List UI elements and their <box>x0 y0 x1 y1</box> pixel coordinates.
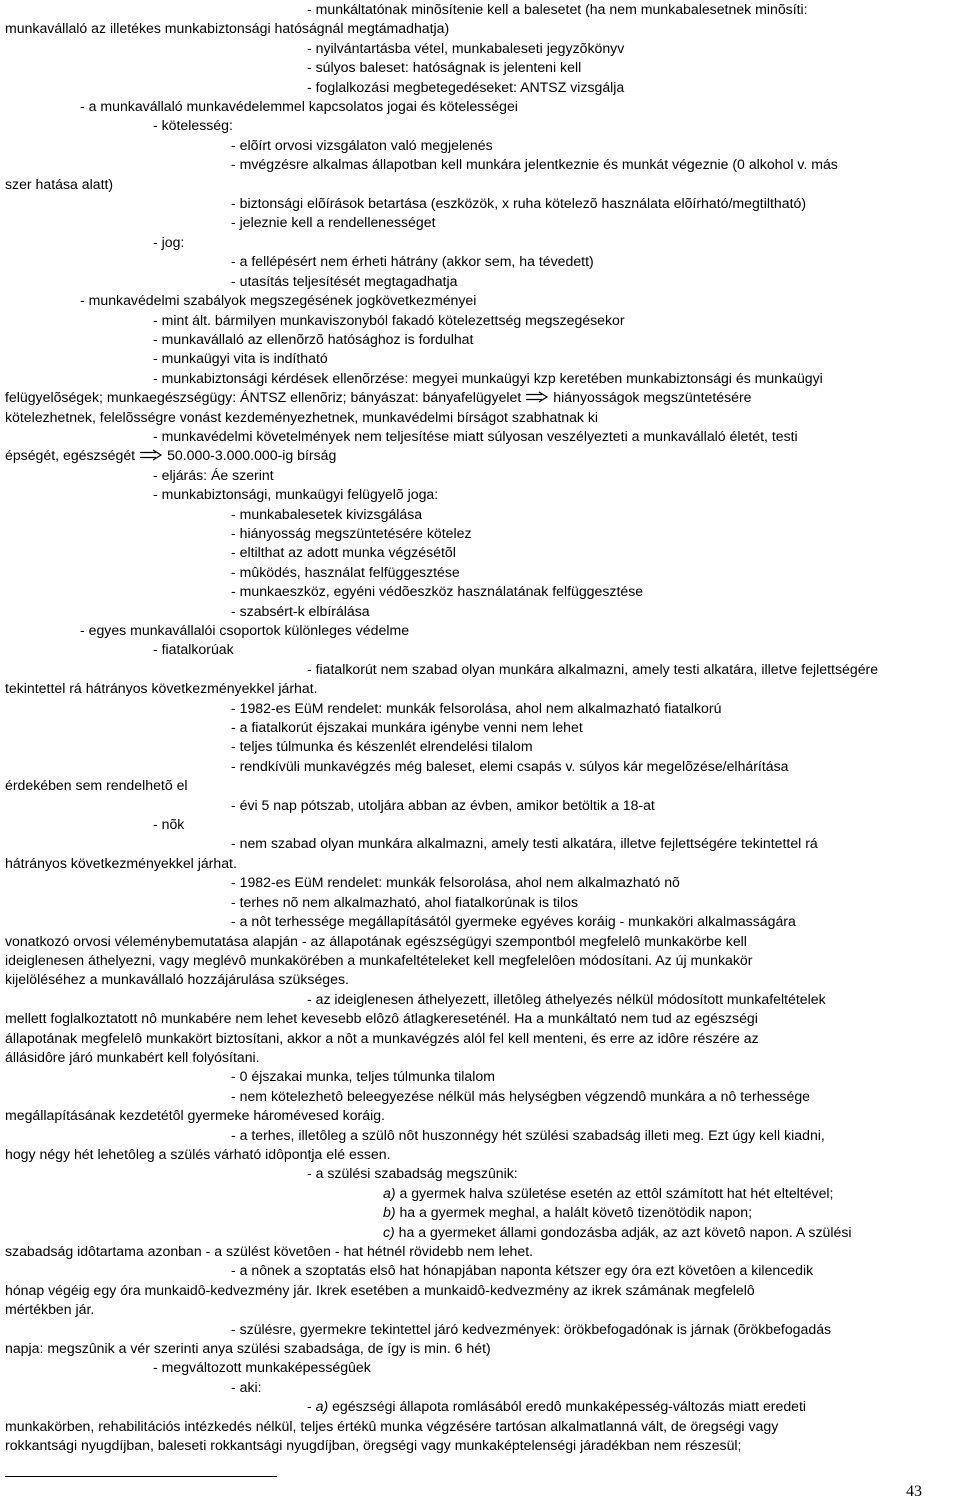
line-text: - nyilvántartásba vétel, munkabaleseti jegyzõkönyv <box>307 39 625 56</box>
text-line <box>5 446 955 465</box>
text-line <box>5 1281 955 1300</box>
line-text: ha a gyermek meghal, a halált követô tizenötödik napon; <box>395 1204 753 1221</box>
text-line <box>5 505 955 524</box>
text-line <box>5 621 955 640</box>
text-line <box>5 563 955 582</box>
text-line <box>5 640 955 659</box>
line-text: megállapításának kezdetétôl gyermeke háromévesed koráig. <box>5 1107 385 1124</box>
list-marker: c) <box>383 1223 395 1240</box>
text-line <box>5 1378 955 1397</box>
text-line <box>5 737 955 756</box>
line-text: - jog: <box>153 233 185 250</box>
text-line <box>5 19 955 38</box>
text-line <box>5 776 955 795</box>
text-line <box>5 1203 955 1222</box>
text-line <box>5 543 955 562</box>
text-line <box>5 951 955 970</box>
text-line <box>5 39 955 58</box>
text-line <box>5 311 955 330</box>
text-line <box>5 757 955 776</box>
line-text: - jeleznie kell a rendellenességet <box>231 214 436 231</box>
list-marker: a) <box>383 1184 396 1201</box>
text-line <box>5 1106 955 1125</box>
line-text: a gyermek halva születése esetén az ettôl számított hat hét elteltével; <box>395 1184 834 1201</box>
list-marker: b) <box>383 1204 396 1221</box>
line-text: mellett foglalkoztatott nô munkabére nem lehet kevesebb elôzô átlagkereseténél. Ha a munkáltató nem tud az egészségi <box>5 1010 758 1027</box>
line-text: munkakörben, rehabilitációs intézkedés nélkül, teljes értékû munka végzésére tartósan alkalmatlanná vált, de öregségi vagy <box>5 1417 779 1434</box>
line-text: szer hatása alatt) <box>5 175 114 192</box>
text-line <box>5 1436 955 1455</box>
text-line <box>5 213 955 232</box>
line-text: vonatkozó orvosi véleménybemutatása alapján - az állapotának egészségügyi szempontból megfelelô munkakörbe kell <box>5 932 747 949</box>
line-text: - hiányosság megszüntetésére kötelez <box>231 524 472 541</box>
text-line <box>5 485 955 504</box>
line-text: - eljárás: Áe szerint <box>153 466 274 483</box>
page-number: 43 <box>906 1483 922 1500</box>
line-text: - 1982-es EüM rendelet: munkák felsorolása, ahol nem alkalmazható fiatalkorú <box>231 699 722 716</box>
text-line <box>5 408 955 427</box>
line-text: szabadság idôtartama azonban - a szülést követôen - hat hétnél rövidebb nem lehet. <box>5 1243 534 1259</box>
text-line <box>5 1223 955 1242</box>
text-line <box>5 1339 955 1358</box>
text-line <box>5 1029 955 1048</box>
line-text: - munkavállaló az ellenõrzõ hatósághoz is fordulhat <box>153 330 474 347</box>
line-text: - a nônek a szoptatás elsô hat hónapjában naponta kétszer egy óra ezt követôen a kilencedik <box>231 1262 814 1279</box>
text-line <box>5 1087 955 1106</box>
text-line <box>5 1358 955 1377</box>
list-marker: a) <box>315 1398 329 1415</box>
line-text: - munkavédelmi követelmények nem teljesítése miatt súlyosan veszélyezteti a munkavállaló életét, testi <box>153 427 798 444</box>
line-text: - mint ált. bármilyen munkaviszonyból fakadó kötelezettség megszegésekor <box>153 311 625 328</box>
line-text: épségét, egészségét <box>5 447 136 464</box>
line-text: állapotának megfelelô munkakört biztosítani, akkor a nôt a munkavégzés alól fel kell menteni, és erre az idôre részére az <box>5 1029 759 1046</box>
text-line <box>5 932 955 951</box>
line-text: - elõírt orvosi vizsgálaton való megjelenés <box>231 136 493 153</box>
text-line <box>5 97 955 116</box>
line-text: - munkabalesetek kivizsgálása <box>231 505 423 522</box>
line-text: - az ideiglenesen áthelyezett, illetôleg áthelyezés nélkül módosított munkafeltételek <box>307 990 826 1007</box>
line-text: kijelöléséhez a munkavállaló hozzájárulása szükséges. <box>5 971 349 988</box>
line-text: - évi 5 nap pótszab, utoljára abban az évben, amikor betöltik a 18-at <box>231 796 655 813</box>
line-text: - mvégzésre alkalmas állapotban kell munkára jelentkeznie és munkát végeznie (0 alkohol v. más <box>231 156 838 173</box>
text-line <box>5 893 955 912</box>
text-line <box>5 660 955 679</box>
text-line <box>5 78 955 97</box>
text-line <box>5 834 955 853</box>
text-line <box>5 349 955 368</box>
text-line <box>5 873 955 892</box>
line-text: - a terhes, illetôleg a szülô nôt huszonnégy hét szülési szabadság illeti meg. Ezt úgy kell kiadni, <box>231 1126 825 1143</box>
list-dash: - <box>307 1398 316 1415</box>
text-line <box>5 1126 955 1145</box>
line-text: - 1982-es EüM rendelet: munkák felsorolása, ahol nem alkalmazható nõ <box>231 874 680 891</box>
text-line <box>5 1048 955 1067</box>
line-text: - megváltozott munkaképességûek <box>153 1359 371 1376</box>
line-text: - szabsért-k elbírálása <box>231 602 370 619</box>
text-line <box>5 1067 955 1086</box>
line-text: - teljes túlmunka és készenlét elrendelési tilalom <box>231 738 533 755</box>
line-text: - egyes munkavállalói csoportok különleges védelme <box>80 622 410 638</box>
line-text: felügyelõségek; munkaegészségügy: ÁNTSZ ellenõriz; bányászat: bányafelügyelet <box>5 389 522 406</box>
line-text: - eltilthat az adott munka végzésétõl <box>231 544 456 561</box>
text-line <box>5 1320 955 1339</box>
text-line <box>5 1261 955 1280</box>
text-line <box>5 155 955 174</box>
line-text: - munkabiztonsági, munkaügyi felügyelõ joga: <box>153 486 439 503</box>
text-line <box>5 679 955 698</box>
text-line <box>5 970 955 989</box>
text-line <box>5 582 955 601</box>
text-line <box>5 116 955 135</box>
text-line <box>5 369 955 388</box>
text-line <box>5 388 955 407</box>
line-text: munkavállaló az illetékes munkabiztonsági hatóságnál megtámadhatja) <box>5 20 450 37</box>
line-text: - munkáltatónak minõsítenie kell a balesetet (ha nem munkabalesetnek minõsíti: <box>307 1 808 17</box>
text-line <box>5 524 955 543</box>
line-text: - a fiatalkorút éjszakai munkára igénybe venni nem lehet <box>231 719 583 736</box>
line-text: - mûködés, használat felfüggesztése <box>231 563 460 580</box>
line-text: - a nôt terhessége megállapításától gyermeke egyéves koráig - munkaköri alkalmasságára <box>231 913 796 930</box>
text-line <box>5 58 955 77</box>
text-line <box>5 1242 955 1261</box>
text-line <box>5 699 955 718</box>
line-text: hátrányos következményekkel járhat. <box>5 854 237 871</box>
line-text: ideiglenesen áthelyezni, vagy meglévô munkakörében a munkafeltételeket kell megfelelôen módosítani. Az új munkakör <box>5 951 753 968</box>
line-text: - utasítás teljesítését megtagadhatja <box>231 272 458 289</box>
line-text: - biztonsági elõírások betartása (eszközök, x ruha kötelezõ használata elõírható/megtiltható) <box>231 195 807 212</box>
line-text: - munkaeszköz, egyéni védõeszköz használatának felfüggesztése <box>231 583 644 600</box>
line-text: - munkabiztonsági kérdések ellenõrzése: megyei munkaügyi kzp keretében munkabiztonsági és munkaügyi <box>153 369 823 386</box>
line-text: - a fellépésért nem érheti hátrány (akkor sem, ha tévedett) <box>231 253 594 270</box>
line-text: - a munkavállaló munkavédelemmel kapcsolatos jogai és kötelességei <box>80 98 518 115</box>
text-line <box>5 990 955 1009</box>
line-text: - 0 éjszakai munka, teljes túlmunka tilalom <box>231 1068 495 1085</box>
line-text: napja: megszûnik a vér szerinti anya szülési szabadsága, de így is min. 6 hét) <box>5 1340 491 1357</box>
line-text: - fiatalkorút nem szabad olyan munkára alkalmazni, amely testi alkatára, illetve fejlettségére <box>307 660 879 677</box>
line-text: - nem kötelezhetô beleegyezése nélkül más helységben végzendô munkára a nô terhessége <box>231 1087 810 1104</box>
line-text: érdekében sem rendelhetõ el <box>5 777 188 794</box>
line-text: - fiatalkorúak <box>153 641 234 658</box>
line-text: hiányosságok megszüntetésére <box>553 389 752 406</box>
text-line <box>5 330 955 349</box>
line-text: - nõk <box>153 816 185 833</box>
text-line <box>5 796 955 815</box>
line-text: - foglalkozási megbetegedéseket: ANTSZ vizsgálja <box>307 78 625 95</box>
line-text: tekintettel rá hátrányos következményekkel járhat. <box>5 680 318 697</box>
text-line <box>5 1300 955 1319</box>
line-text: hogy négy hét lehetôleg a szülés várható idôpontja elé essen. <box>5 1145 391 1162</box>
text-line <box>5 233 955 252</box>
implies-arrow-icon <box>525 391 549 403</box>
line-text: mértékben jár. <box>5 1301 95 1318</box>
text-line <box>5 1397 955 1416</box>
line-text: - aki: <box>231 1378 262 1395</box>
text-line <box>5 252 955 271</box>
text-line <box>5 194 955 213</box>
text-line <box>5 427 955 446</box>
line-text: - szülésre, gyermekre tekintettel járó kedvezmények: örökbefogadónak is járnak (õrökbefogadás <box>231 1320 832 1337</box>
line-text: ha a gyermeket állami gondozásba adják, az azt követô napon. A szülési <box>394 1223 852 1240</box>
text-line <box>5 272 955 291</box>
implies-arrow-icon <box>139 449 163 461</box>
line-text: - rendkívüli munkavégzés még baleset, elemi csapás v. súlyos kár megelõzése/elhárítása <box>231 757 789 774</box>
text-line <box>5 1009 955 1028</box>
text-line <box>5 602 955 621</box>
line-text: állásidôre járó munkabért kell folyósítani. <box>5 1048 260 1065</box>
line-text: - munkaügyi vita is indítható <box>153 350 328 367</box>
text-line <box>5 1184 955 1203</box>
text-line <box>5 1417 955 1436</box>
line-text: egészségi állapota romlásából eredô munkaképesség-változás miatt eredeti <box>328 1398 807 1415</box>
text-line <box>5 912 955 931</box>
document-body <box>5 0 955 1455</box>
text-line <box>5 1145 955 1164</box>
text-line <box>5 1164 955 1183</box>
text-line <box>5 466 955 485</box>
line-text: - súlyos baleset: hatóságnak is jelenteni kell <box>307 59 582 76</box>
text-line <box>5 175 955 194</box>
line-text: - a szülési szabadság megszûnik: <box>307 1165 518 1182</box>
line-text: rokkantsági nyugdíjban, baleseti rokkantsági nyugdíjban, öregségi vagy munkaképtelenségi járadékban nem részesül; <box>5 1437 742 1454</box>
line-text: - kötelesség: <box>153 117 233 134</box>
text-line <box>5 136 955 155</box>
line-text: - terhes nõ nem alkalmazható, ahol fiatalkorúnak is tilos <box>231 893 579 910</box>
line-text: - munkavédelmi szabályok megszegésének jogkövetkezményei <box>80 292 477 309</box>
text-line <box>5 291 955 310</box>
text-line <box>5 718 955 737</box>
line-text: hónap végéig egy óra munkaidô-kedvezmény jár. Ikrek esetében a munkaidô-kedvezmény az ikrek számának megfelelô <box>5 1281 755 1298</box>
footnote-separator <box>5 1476 277 1477</box>
text-line <box>5 854 955 873</box>
text-line <box>5 0 955 19</box>
text-line <box>5 815 955 834</box>
line-text: kötelezhetnek, felelõsségre vonást kezdeményezhetnek, munkavédelmi bírságot szabhatnak ki <box>5 408 599 425</box>
line-text: - nem szabad olyan munkára alkalmazni, amely testi alkatára, illetve fejlettségére tekintettel rá <box>231 835 818 852</box>
line-text: 50.000-3.000.000-ig bírság <box>167 447 337 464</box>
